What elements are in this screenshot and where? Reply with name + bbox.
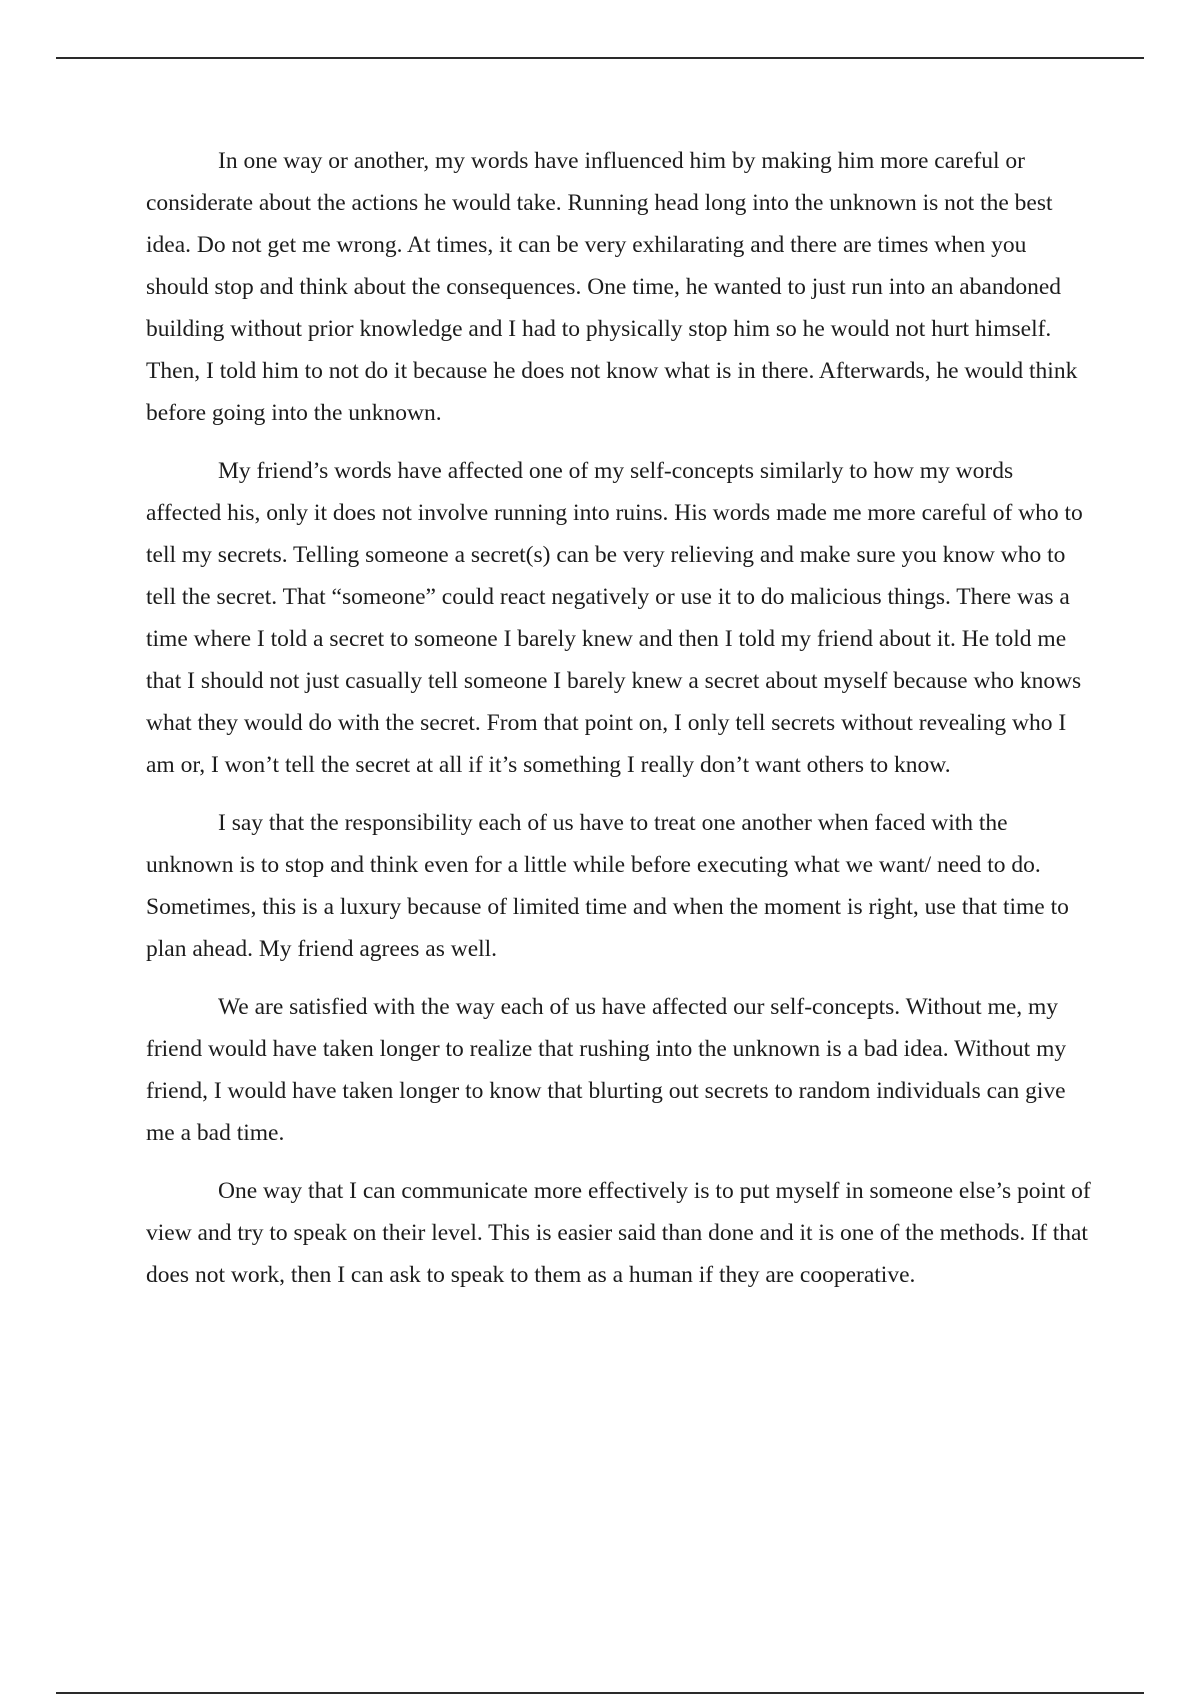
header-rule xyxy=(56,57,1144,59)
paragraph-2: My friend’s words have affected one of my self-concepts similarly to how my words affected his, only it does not involve running into ruins. His words made me more careful of who to tell my secrets. Telling someone a secret(s) can be very relieving and make sure you know who to tell the secret. That “someone” could react negatively or use it to do malicious things. There was a time where I told a secret to someone I barely knew and then I told my friend about it. He told me that I should not just casually tell someone I barely knew a secret about myself because who knows what they would do with the secret. From that point on, I only tell secrets without revealing who I am or, I won’t tell the secret at all if it’s something I really don’t want others to know. xyxy=(146,458,1083,778)
paragraph-3: I say that the responsibility each of us have to treat one another when faced with the unknown is to stop and think even for a little while before executing what we want/ need to do. Sometimes, this is a luxury because of limited time and when the moment is right, use that time to plan ahead. My friend agrees as well. xyxy=(146,810,1069,962)
paragraph-1: In one way or another, my words have influenced him by making him more careful or considerate about the actions he would take. Running head long into the unknown is not the best idea. Do not get me wrong. At times, it can be very exhilarating and there are times when you should stop and think about the consequences. One time, he wanted to just run into an abandoned building without prior knowledge and I had to physically stop him so he would not hurt himself. Then, I told him to not do it because he does not know what is in there. Afterwards, he would think before going into the unknown. xyxy=(146,148,1078,426)
paragraph-5: One way that I can communicate more effectively is to put myself in someone else’s point of view and try to speak on their level. This is easier said than done and it is one of the methods. If that does not work, then I can ask to speak to them as a human if they are cooperative. xyxy=(146,1178,1091,1288)
paragraph-4: We are satisfied with the way each of us have affected our self-concepts. Without me, my friend would have taken longer to realize that rushing into the unknown is a bad idea. Without my friend, I would have taken longer to know that blurting out secrets to random individuals can give me a bad time. xyxy=(146,994,1067,1146)
footer-rule xyxy=(56,1692,1144,1694)
document-body xyxy=(146,140,1094,1312)
